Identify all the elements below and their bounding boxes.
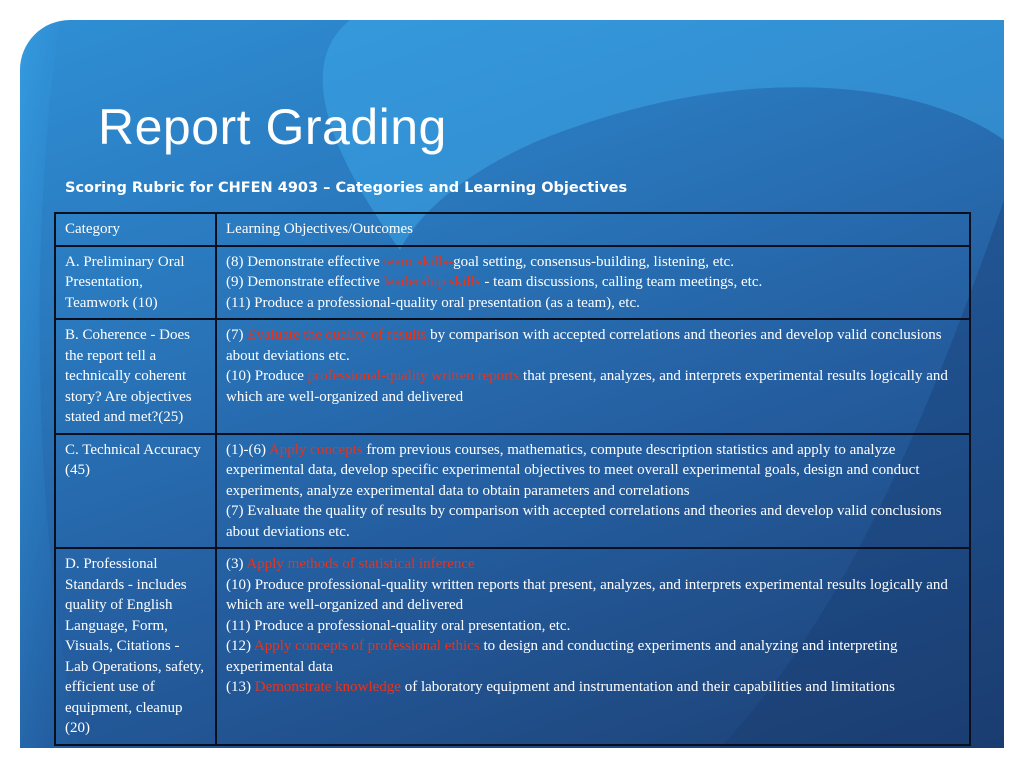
objectives-cell: [216, 319, 970, 434]
column-header-category: Category: [55, 213, 216, 246]
objective-line: (7) Evaluate the quality of results by comparison with accepted correlations and theories and develop valid conclusions about deviations etc.: [226, 503, 942, 540]
objectives-cell: [216, 246, 970, 320]
category-cell: D. Professional Standards - includes quality of English Language, Form, Visuals, Citations - Lab Operations, safety, efficient use of equipment, cleanup (20): [55, 548, 216, 745]
objective-line: (10) Produce professional-quality written reports that present, analyzes, and interprets experimental results logically and which are well-organized and delivered: [226, 576, 948, 613]
objective-line: (13) Demonstrate knowledge of laboratory equipment and instrumentation and their capabilities and limitations: [226, 679, 896, 695]
objective-line: (1)-(6) Apply concepts from previous courses, mathematics, compute description statistics and apply to analyze experimental data, develop specific experimental objectives to meet overall experimental goals, design and conduct experiments, analyze experimental data to obtain parameters and correlations: [226, 441, 920, 499]
page-title: Report Grading: [98, 99, 447, 155]
column-header-objectives: Learning Objectives/Outcomes: [216, 213, 970, 246]
highlighted-objective: professional-quality written reports: [307, 368, 520, 384]
objective-line: (3) Apply methods of statistical inference: [226, 556, 475, 572]
objective-line: (11) Produce a professional-quality oral presentation, etc.: [226, 617, 571, 634]
table-row: [55, 319, 970, 434]
table-row: [55, 434, 970, 549]
highlighted-objective: leadership skills: [383, 274, 481, 290]
highlighted-objective: Evaluate the quality of results: [247, 327, 427, 343]
highlighted-objective: Apply concepts: [268, 441, 363, 458]
category-cell: B. Coherence - Does the report tell a technically coherent story? Are objectives stated and met?(25): [55, 319, 216, 434]
table-row: [55, 246, 970, 320]
highlighted-objective: Demonstrate knowledge: [254, 679, 401, 695]
highlighted-objective: Apply concepts of professional ethics: [253, 638, 480, 654]
slide: [20, 20, 1004, 748]
table-row: [55, 548, 970, 745]
objectives-cell: [216, 434, 970, 549]
objective-line: (8) Demonstrate effective team skills-goal setting, consensus-building, listening, etc.: [226, 253, 734, 270]
objective-line: (12) Apply concepts of professional ethics to design and conducting experiments and analyzing and interpreting experimental data: [226, 638, 898, 675]
category-cell: A. Preliminary Oral Presentation, Teamwork (10): [55, 246, 216, 320]
rubric-subtitle: Scoring Rubric for CHFEN 4903 – Categories and Learning Objectives: [65, 180, 628, 196]
rubric-table: [54, 212, 971, 746]
category-cell: C. Technical Accuracy (45): [55, 434, 216, 549]
highlighted-objective: Apply methods of statistical inference: [246, 556, 475, 572]
objectives-cell: [216, 548, 970, 745]
table-header-row: [55, 213, 970, 246]
objective-line: (10) Produce professional-quality written reports that present, analyzes, and interprets experimental results logically and which are well-organized and delivered: [226, 368, 948, 405]
objective-line: (9) Demonstrate effective leadership skills - team discussions, calling team meetings, etc.: [226, 274, 763, 290]
objective-line: (7) Evaluate the quality of results by comparison with accepted correlations and theories and develop valid conclusions about deviations etc.: [226, 327, 942, 364]
highlighted-objective: team skills-: [383, 253, 454, 270]
objective-line: (11) Produce a professional-quality oral presentation (as a team), etc.: [226, 294, 640, 311]
